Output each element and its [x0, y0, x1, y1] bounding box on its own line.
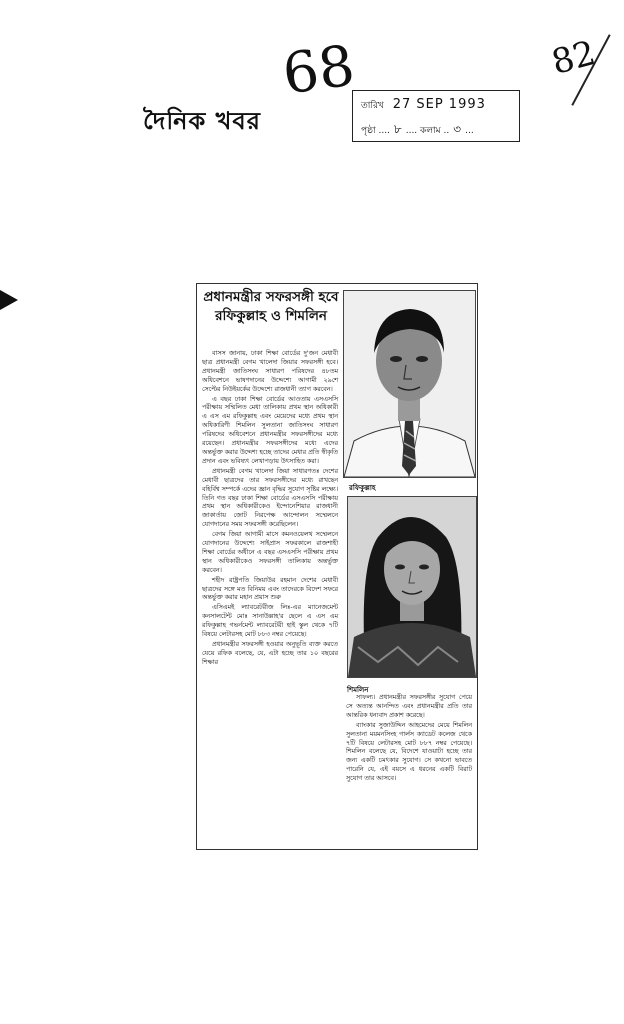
paragraph: শহীদ রাষ্ট্রপতি জিয়াউর রহমান দেশের মেধাবী ছাত্রদের সঙ্গে মত বিনিময় এবং তাদেরকে বিদেশ সফরে অন্তর্ভুক্ত করার মহান প্রয়াস শুরু [202, 576, 338, 602]
news-clipping [196, 283, 478, 850]
paragraph: সাফল্য। প্রধানমন্ত্রীর সফরসঙ্গীর সুযোগ পেয়ে সে অত্যন্ত আনন্দিত এবং প্রধানমন্ত্রীর প্রতি তার আন্তরিক ধন্যবাদ প্রকাশ করেছে। [346, 694, 472, 719]
handwritten-page-number: 68 [278, 33, 359, 108]
paragraph: প্রধানমন্ত্রীর সফরসঙ্গী হওয়ার অনুভূতি ব্যক্ত করতে যেয়ে রফিক বলেছে, যে, এটা হচ্ছে তার ১০ বছরের শিক্ষার [202, 641, 338, 666]
paragraph: বাসস জানায়, ঢাকা শিক্ষা বোর্ডের দু'জন মেধাবী ছাত্র প্রধানমন্ত্রী বেগম খালেদা জিয়ার সফরসঙ্গী হবে। প্রধানমন্ত্রী জাতিসংঘ সাধারণ পরিষদের ৪৮তম অধিবেশনে ভাষণদানের উদ্দেশ্যে আগামী ২৯শে সেপ্টের নিউইয়র্কের উদ্দেশ্যে রাজধানী ত্যাগ করবেন। [202, 350, 338, 393]
article-right-column [346, 694, 472, 785]
article-headline: প্রধানমন্ত্রীর সফরসঙ্গী হবে রফিকুল্লাহ ও শিমলিন [203, 289, 339, 324]
paragraph: বেগম জিয়া আগামী মাসে কমনওয়েলথ সম্মেলনে যোগদানের উদ্দেশ্যে সাইপ্রাস সফরকালে রাজশাহী শিক্ষা বোর্ডের অধীনে এ বছর এসএসসি পরীক্ষায় প্রথম স্থান অধিকারীকেও সফরসঙ্গী তালিকায় অন্তর্ভুক্ত করবেন। [202, 531, 338, 574]
stamp-date-value: 27 SEP 1993 [392, 97, 486, 112]
stamp-column-label: কলাম [420, 126, 441, 136]
paragraph: প্রধানমন্ত্রী বেগম খালেদা জিয়া সাধারণতঃ দেশের মেধাবী ছাত্রদের তার সফরসঙ্গীদের মধ্যে রাখছেন বহির্বিশ্ব সম্পর্কে এদের জ্ঞান বৃদ্ধির সুযোগ সৃষ্টির লক্ষ্যে। তিনি গত বছর ঢাকা শিক্ষা বোর্ডের এসএসসি পরীক্ষায় প্রথম স্থান অধিকারীকেও ইন্দোনেশিয়ার রাজধানী জাকার্তায় জোট নিরপেক্ষ আন্দোলন সম্মেলনে যোগদানের সময় সফরসঙ্গী করেছিলেন। [202, 467, 338, 529]
portrait-illustration [344, 291, 475, 477]
paragraph: এসিএমই ল্যাবরেটরীজ লিঃ-এর ম্যানেজমেন্ট কনসালটেন্ট মোঃ সানাউল্লাহ'র ছেলে এ এস এম রফিকুল্লাহ গভর্নমেন্ট ল্যাবরেটরী হাই স্কুল থেকে ৭টি বিষয়ে লেটারসহ মোট ৮৮৩ নম্বর পেয়েছে। [202, 604, 338, 639]
stamp-page-value: ৮ [393, 122, 402, 136]
edge-mark [0, 290, 18, 310]
portrait-photo-rafikullah [343, 290, 476, 478]
photo-caption-shimlin: শিমলিন [347, 686, 369, 694]
photo-caption-rafikullah: রফিকুল্লাহ [349, 484, 376, 492]
date-stamp: তারিখ 27 SEP 1993 পৃষ্ঠা .... ৮ .... কলাম .. ৩ ... [352, 90, 520, 142]
paragraph: ব্যাংকার সুজাউদ্দিন আহমেদের মেয়ে শিমলিন সুলতানা ময়মনসিংহ গার্লস ক্যাডেট কলেজ থেকে ৭টি বিষয়ে লেটারসহ মোট ৮৮৭ নম্বর পেয়েছে। শিমলিন বলেছে যে, বিদেশে যাওয়াটা হচ্ছে তার জন্য একটি চমৎকার সুযোগ। সে কখনো ভাবতে পারেনি যে, এই বয়সে এ ধরনের একটি বিরাট সুযোগ তার আসবে। [346, 721, 472, 783]
portrait-illustration [348, 497, 476, 677]
handwritten-corner-note: 82 [547, 33, 600, 83]
article-left-column [202, 350, 338, 669]
portrait-photo-shimlin [347, 496, 477, 678]
stamp-page-label: পৃষ্ঠা [361, 126, 376, 136]
stamp-date-label: তারিখ [361, 101, 384, 111]
newspaper-masthead: দৈনিক খবর [143, 107, 261, 135]
stamp-column-value: ৩ [453, 122, 462, 136]
paragraph: এ বছর ঢাকা শিক্ষা বোর্ডের আওতায় এসএসসি পরীক্ষায় সম্মিলিত মেধা তালিকায় প্রথম স্থান অধিকারী এ এস এম রফিকুল্লাহ এবং মেয়েদের মধ্যে প্রথম স্থান অধিকারিণী শিমলিন সুলতানা জাতিসংঘ সাধারণ পরিষদের অধিবেশনে প্রধানমন্ত্রীর সফরসঙ্গীদের মধ্যে রয়েছেন। প্রধানমন্ত্রীর সফরসঙ্গীদের মধ্যে এদের অন্তর্ভুক্ত করার উদ্দেশ্য হচ্ছে তাদের মেধার প্রতি স্বীকৃতি প্রদান এবং ভবিষ্যৎ লেখাপড়ায় উৎসাহিত করা। [202, 395, 338, 465]
